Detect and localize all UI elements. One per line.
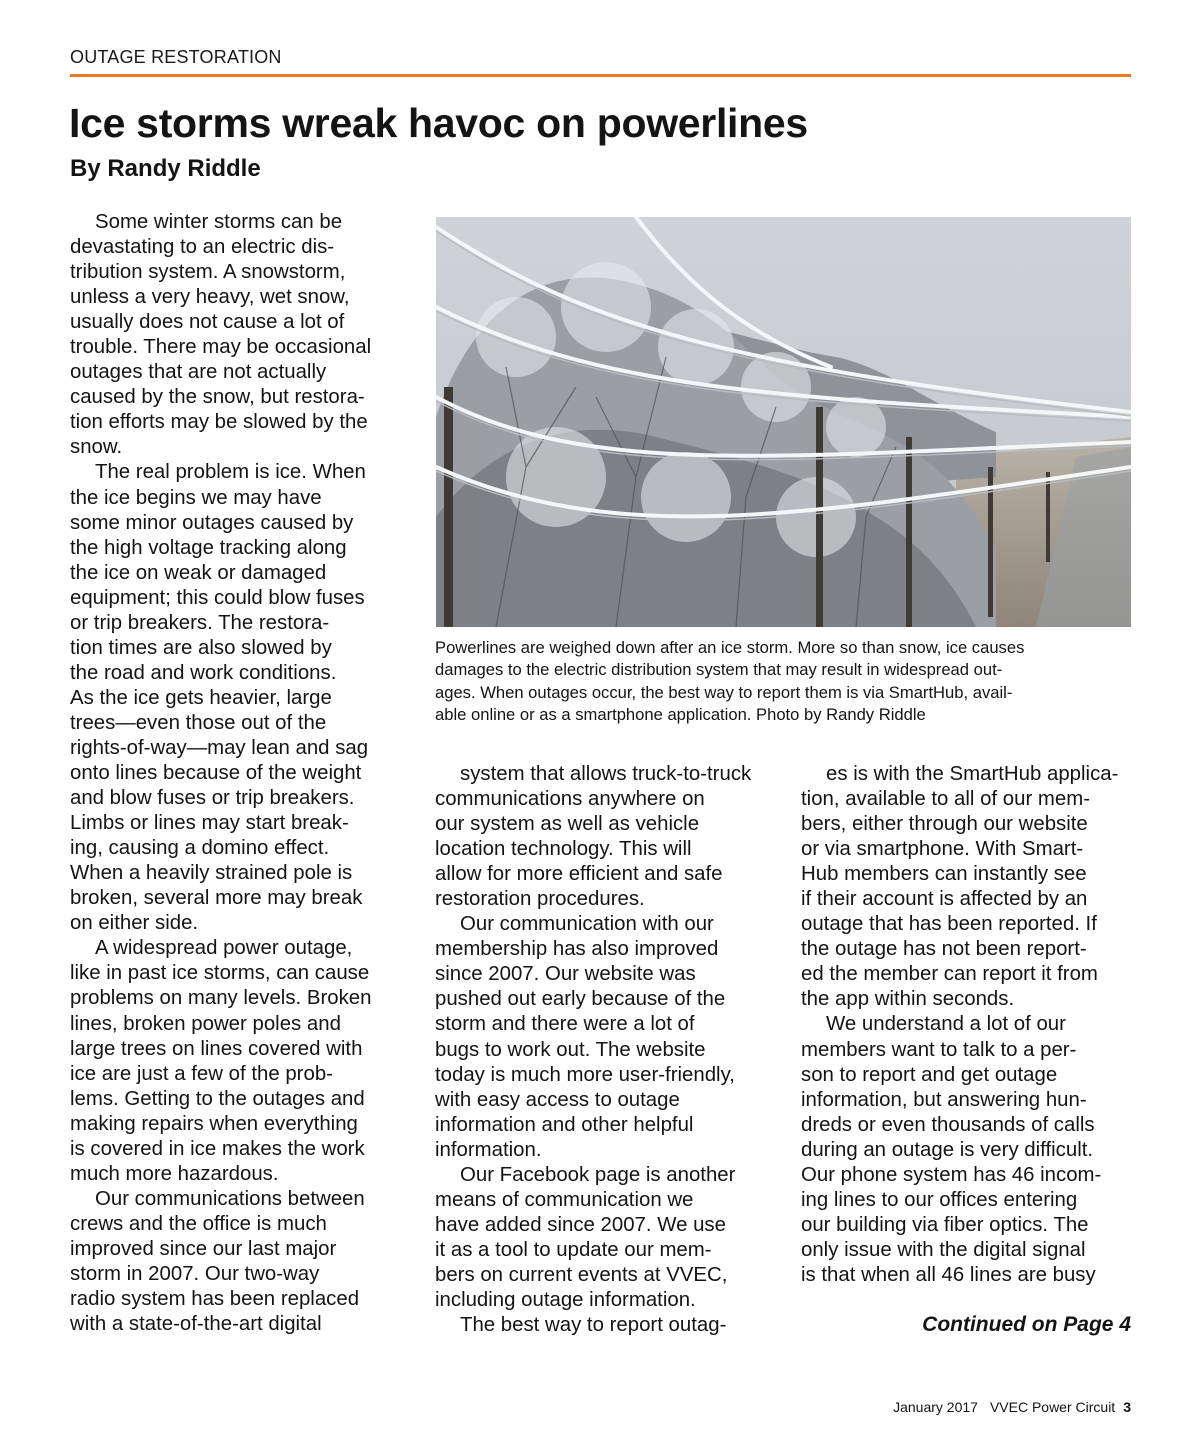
- text-line: the app within seconds.: [801, 988, 1015, 1011]
- text-line: The best way to report outag-: [460, 1314, 727, 1337]
- text-line: ing lines to our offices entering: [801, 1188, 1078, 1211]
- article-column-2: [435, 762, 775, 1338]
- text-line: ed the member can report it from: [801, 963, 1098, 986]
- text-line: Our communications between: [95, 1187, 365, 1210]
- caption-line: able online or as a smartphone application. Photo by Randy Riddle: [435, 705, 926, 725]
- text-line: rights-of-way—may lean and sag: [70, 736, 369, 759]
- text-line: information and other helpful: [435, 1113, 694, 1136]
- text-line: is that when all 46 lines are busy: [801, 1263, 1096, 1286]
- text-line: We understand a lot of our: [826, 1013, 1066, 1036]
- text-line: crews and the office is much: [70, 1212, 327, 1235]
- text-line: system that allows truck-to-truck: [460, 763, 752, 785]
- text-line: much more hazardous.: [70, 1162, 279, 1185]
- text-line: bers, either through our website: [801, 813, 1088, 836]
- paragraph: [70, 210, 410, 460]
- text-line: improved since our last major: [70, 1237, 337, 1260]
- text-line: some minor outages caused by: [70, 511, 354, 534]
- text-line: if their account is affected by an: [801, 888, 1088, 911]
- caption-line: ages. When outages occur, the best way to report them is via SmartHub, avail-: [435, 682, 1013, 702]
- text-line: problems on many levels. Broken: [70, 987, 372, 1010]
- headline: Ice storms wreak havoc on powerlines: [69, 100, 808, 146]
- text-line: making repairs when everything: [70, 1112, 358, 1135]
- paragraph: [70, 1187, 410, 1337]
- page-number: 3: [1123, 1399, 1131, 1415]
- text-line: ing, causing a domino effect.: [70, 837, 330, 860]
- article-column-1: [70, 210, 410, 1337]
- text-line: radio system has been replaced: [70, 1288, 360, 1311]
- text-line: trees—even those out of the: [70, 711, 327, 734]
- paragraph: [801, 762, 1136, 1012]
- text-line: bugs to work out. The website: [435, 1038, 706, 1061]
- article-column-3: [801, 762, 1136, 1288]
- text-line: son to report and get outage: [801, 1063, 1058, 1086]
- text-line: Our Facebook page is another: [460, 1163, 736, 1186]
- text-line: communications anywhere on: [435, 788, 705, 811]
- text-line: equipment; this could blow fuses: [70, 586, 365, 609]
- text-line: ice are just a few of the prob-: [70, 1062, 333, 1085]
- text-line: the ice begins we may have: [70, 486, 322, 509]
- text-line: trouble. There may be occasional: [70, 336, 372, 359]
- paragraph: [435, 1313, 775, 1338]
- text-line: Some winter storms can be: [95, 211, 343, 233]
- text-line: unless a very heavy, wet snow,: [70, 286, 350, 309]
- text-line: the outage has not been report-: [801, 938, 1087, 961]
- text-line: lems. Getting to the outages and: [70, 1087, 365, 1110]
- text-line: membership has also improved: [435, 938, 719, 961]
- text-line: outage that has been reported. If: [801, 913, 1097, 936]
- text-line: bers on current events at VVEC,: [435, 1263, 728, 1286]
- text-line: members want to talk to a per-: [801, 1038, 1077, 1061]
- byline: By Randy Riddle: [70, 155, 261, 182]
- paragraph: [435, 762, 775, 912]
- text-line: lines, broken power poles and: [70, 1012, 341, 1035]
- text-line: since 2007. Our website was: [435, 963, 696, 986]
- text-line: or via smartphone. With Smart-: [801, 838, 1084, 861]
- text-line: large trees on lines covered with: [70, 1037, 363, 1060]
- footer-date: January 2017: [893, 1399, 978, 1415]
- text-line: on either side.: [70, 912, 199, 935]
- text-line: pushed out early because of the: [435, 988, 726, 1011]
- text-line: tion efforts may be slowed by the: [70, 411, 368, 434]
- text-line: have added since 2007. We use: [435, 1213, 726, 1236]
- text-line: Our phone system has 46 incom-: [801, 1163, 1102, 1186]
- text-line: tribution system. A snowstorm,: [70, 261, 346, 284]
- text-line: As the ice gets heavier, large: [70, 686, 332, 709]
- text-line: information.: [435, 1138, 542, 1161]
- text-line: the road and work conditions.: [70, 661, 337, 684]
- text-line: or trip breakers. The restora-: [70, 611, 330, 634]
- text-line: during an outage is very difficult.: [801, 1138, 1094, 1161]
- text-line: is covered in ice makes the work: [70, 1137, 365, 1160]
- text-line: devastating to an electric dis-: [70, 236, 335, 259]
- ice-covered-powerlines-photo: [436, 217, 1131, 627]
- text-line: the high voltage tracking along: [70, 536, 347, 559]
- text-line: means of communication we: [435, 1188, 694, 1211]
- page-footer: [893, 1399, 1131, 1415]
- text-line: outages that are not actually: [70, 361, 327, 384]
- text-line: tion times are also slowed by: [70, 636, 332, 659]
- text-line: restoration procedures.: [435, 888, 645, 911]
- text-line: with easy access to outage: [435, 1088, 680, 1111]
- text-line: Hub members can instantly see: [801, 863, 1087, 886]
- text-line: The real problem is ice. When: [95, 461, 366, 484]
- text-line: Limbs or lines may start break-: [70, 812, 349, 835]
- text-line: caused by the snow, but restora-: [70, 386, 365, 409]
- caption-line: Powerlines are weighed down after an ice storm. More so than snow, ice causes: [435, 638, 1025, 657]
- text-line: location technology. This will: [435, 838, 692, 861]
- text-line: tion, available to all of our mem-: [801, 788, 1091, 811]
- text-line: dreds or even thousands of calls: [801, 1113, 1095, 1136]
- text-line: allow for more efficient and safe: [435, 863, 723, 886]
- text-line: snow.: [70, 436, 123, 459]
- paragraph: [435, 912, 775, 1162]
- paragraph: [70, 460, 410, 936]
- paragraph: [801, 1012, 1136, 1288]
- footer-publication: VVEC Power Circuit: [989, 1399, 1116, 1415]
- photo-caption: [435, 637, 1135, 727]
- text-line: Our communication with our: [460, 913, 714, 936]
- photo-illustration: [436, 217, 1131, 627]
- text-line: When a heavily strained pole is: [70, 862, 353, 885]
- text-line: it as a tool to update our mem-: [435, 1238, 712, 1261]
- text-line: our building via fiber optics. The: [801, 1213, 1089, 1236]
- caption-line: damages to the electric distribution system that may result in widespread out-: [435, 660, 1003, 680]
- text-line: the ice on weak or damaged: [70, 561, 327, 584]
- text-line: our system as well as vehicle: [435, 813, 700, 836]
- text-line: with a state-of-the-art digital: [70, 1313, 322, 1336]
- text-line: onto lines because of the weight: [70, 762, 362, 785]
- text-line: only issue with the digital signal: [801, 1238, 1086, 1261]
- paragraph: [435, 1163, 775, 1313]
- text-line: information, but answering hun-: [801, 1088, 1087, 1111]
- text-line: usually does not cause a lot of: [70, 311, 345, 334]
- text-line: including outage information.: [435, 1288, 696, 1311]
- section-rule: [70, 74, 1131, 77]
- text-line: storm and there were a lot of: [435, 1013, 695, 1036]
- text-line: and blow fuses or trip breakers.: [70, 787, 355, 810]
- text-line: storm in 2007. Our two-way: [70, 1262, 320, 1285]
- continued-notice: Continued on Page 4: [922, 1313, 1131, 1336]
- text-line: es is with the SmartHub applica-: [826, 763, 1119, 785]
- text-line: like in past ice storms, can cause: [70, 962, 370, 985]
- text-line: broken, several more may break: [70, 887, 363, 910]
- section-label: OUTAGE RESTORATION: [70, 47, 282, 67]
- paragraph: [70, 936, 410, 1186]
- text-line: today is much more user-friendly,: [435, 1063, 735, 1086]
- text-line: A widespread power outage,: [95, 937, 353, 960]
